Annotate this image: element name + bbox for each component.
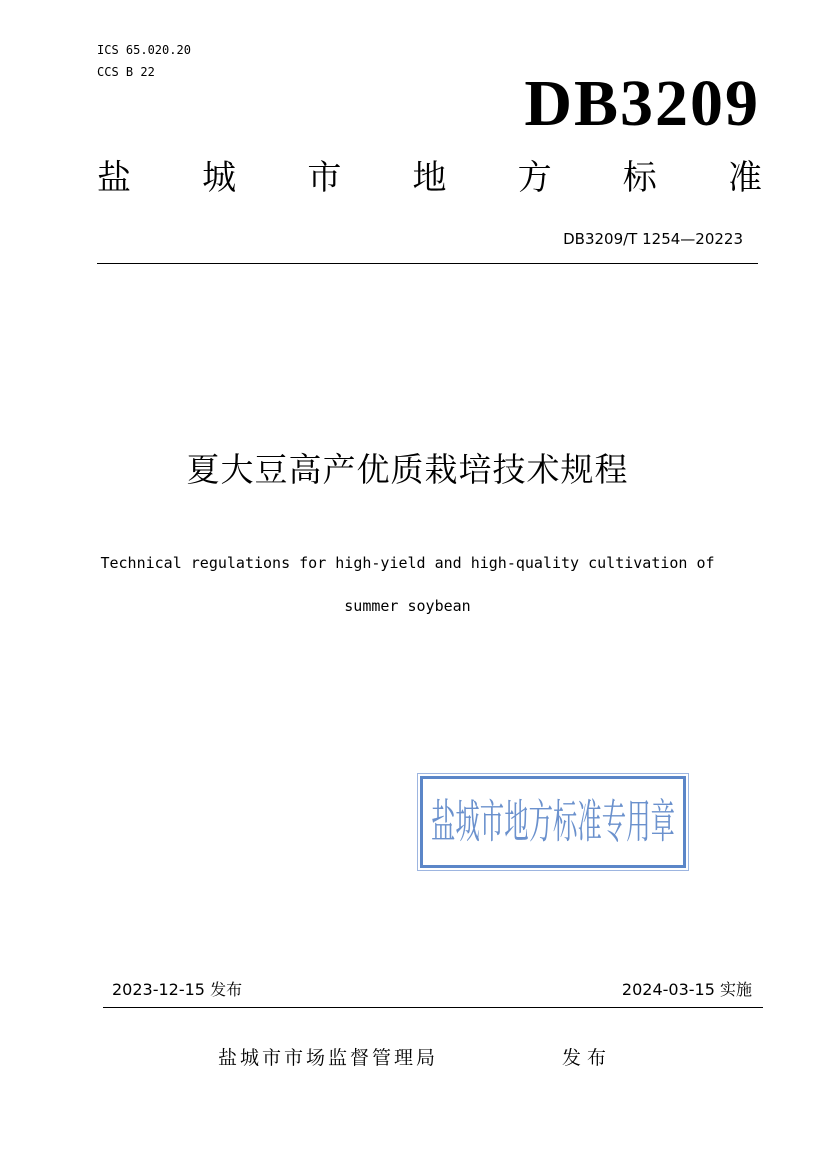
english-title-line-2: summer soybean (344, 597, 471, 615)
header-divider (97, 263, 758, 264)
issue-label: 发布 (562, 1047, 613, 1069)
standard-type-char: 准 (727, 158, 762, 198)
standard-type-char: 方 (517, 158, 552, 198)
official-seal-stamp (420, 776, 686, 868)
db-logo: DB3209 (524, 67, 760, 140)
seal-text: 盐城市地方标准专用章 (431, 794, 675, 849)
ics-code: ICS 65.020.20 (97, 43, 191, 57)
seal-text-graphic (425, 781, 681, 863)
chinese-title: 夏大豆高产优质栽培技术规程 (186, 450, 629, 489)
english-title-line-1: Technical regulations for high-yield and high-quality cultivation of (100, 554, 715, 572)
issuing-authority: 盐城市市场监督管理局 (218, 1047, 439, 1069)
standard-number: DB3209/T 1254—20223 (563, 230, 743, 248)
ccs-code: CCS B 22 (97, 65, 155, 79)
standard-type-char: 盐 (97, 158, 131, 198)
standard-type-char: 地 (412, 158, 447, 198)
footer-divider (103, 1007, 763, 1008)
issue-date: 2023-12-15 发布 (112, 980, 243, 999)
standard-type (97, 156, 762, 200)
standard-type-char: 城 (202, 158, 237, 198)
standard-type-char: 标 (622, 158, 657, 198)
standard-type-char: 市 (307, 158, 342, 198)
implementation-date: 2024-03-15 实施 (621, 980, 752, 999)
